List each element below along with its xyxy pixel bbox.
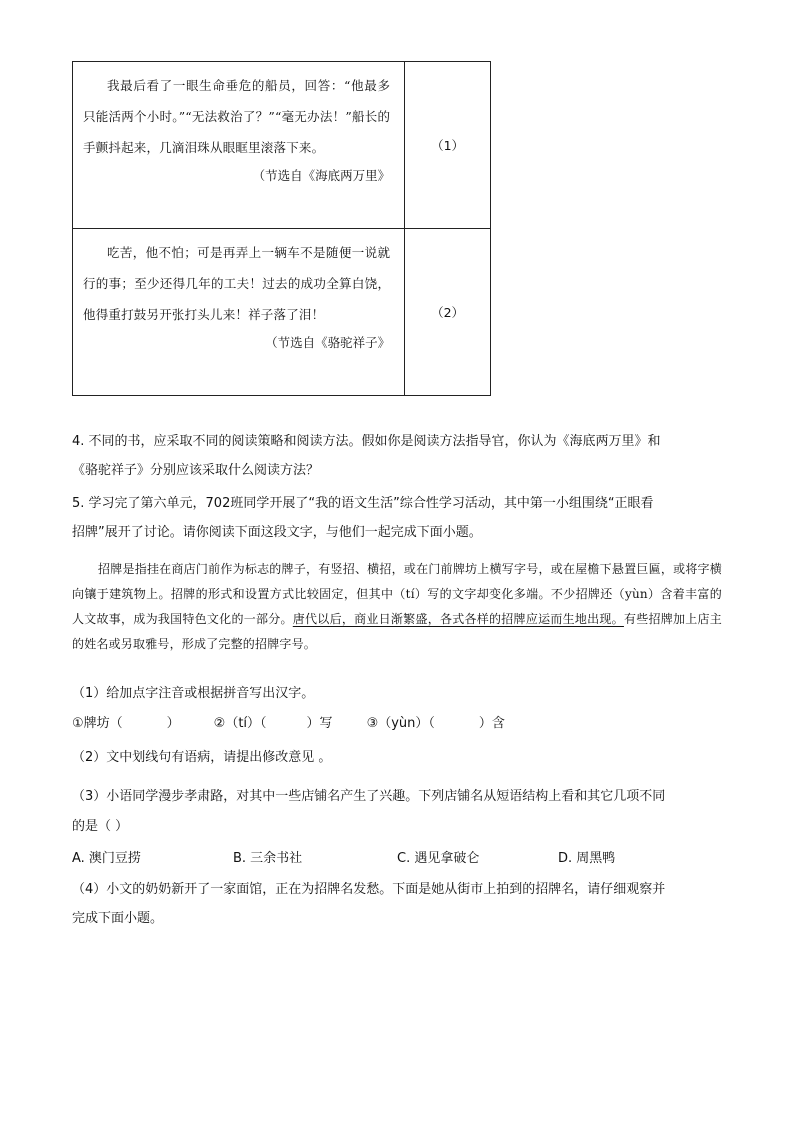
passage-cell <box>73 62 405 229</box>
passage-part: 招牌是指挂在商店门前作为标志的牌子，有竖招、横招，或在门前牌坊上横写字号，或在屋檐下悬置巨匾，或将字横向镶于建筑物上。招牌的形式和设置方式比较固定，但其中（tí）写的文字却变化多端。不少招牌还（yùn）含着丰富的人文故事，成为我国特色文化的一部分。 <box>72 562 722 626</box>
passage-text: 我最后看了一眼生命垂危的船员，回答：“他最多只能活两个小时。”“无法救治了？”“毫无办法！”船长的手颤抖起来，几滴泪珠从眼眶里滚落下来。 <box>83 78 391 155</box>
item-1-close: ） <box>166 716 180 731</box>
passage-part: 有些招牌加上店主的姓名或另取雅号，形成了完整的招牌字号。 <box>72 612 722 651</box>
sub-question-2: （2）文中划线句有语病，请提出修改意见 。 <box>72 750 332 765</box>
question-5-line2: 招牌”展开了讨论。请你阅读下面这段文字，与他们一起完成下面小题。 <box>72 525 482 540</box>
item-2-label: ②（tí）（ <box>213 716 267 731</box>
question-4-line2: 《骆驼祥子》分别应该采取什么阅读方法？ <box>72 463 320 478</box>
table-row <box>73 62 491 229</box>
signboard-passage <box>72 557 722 657</box>
answer-cell[interactable]: （2） <box>405 229 491 396</box>
question-4-line1: 4. 不同的书，应采取不同的阅读策略和阅读方法。假如你是阅读方法指导官，你认为《海底两万里》和 <box>72 434 661 449</box>
item-2-close: ）写 <box>306 716 333 731</box>
item-3-close: ）含 <box>478 716 505 731</box>
passage-cell <box>73 229 405 396</box>
passage-source: （节选自《海底两万里》 <box>252 168 391 183</box>
passage-table <box>72 61 491 396</box>
question-5-line1: 5. 学习完了第六单元，702班同学开展了“我的语文生活”综合性学习活动，其中第一小组围绕“正眼看 <box>72 496 654 511</box>
sub-question-1-items <box>72 714 505 734</box>
passage-text: 吃苦，他不怕；可是再弄上一辆车不是随便一说就行的事；至少还得几年的工夫！过去的成功全算白饶，他得重打鼓另开张打头儿来！祥子落了泪！ <box>83 245 391 322</box>
item-1-label: ①牌坊（ <box>72 716 123 731</box>
table-row <box>73 229 491 396</box>
sub-question-4-line1: （4）小文的奶奶新开了一家面馆，正在为招牌名发愁。下面是她从街市上拍到的招牌名，请仔细观察并 <box>72 882 666 897</box>
sub-question-4-line2: 完成下面小题。 <box>72 911 164 926</box>
underlined-sentence: 唐代以后，商业日渐繁盛，各式各样的招牌应运而生地出现。 <box>292 612 624 626</box>
option-d[interactable]: D. 周黑鸭 <box>558 851 616 866</box>
answer-cell[interactable]: （1） <box>405 62 491 229</box>
sub-question-1: （1）给加点字注音或根据拼音写出汉字。 <box>72 686 315 701</box>
passage-source: （节选自《骆驼祥子》 <box>265 335 391 350</box>
sub-question-3-line2: 的是（ ） <box>72 819 129 834</box>
option-c[interactable]: C. 遇见拿破仑 <box>397 851 480 866</box>
sub-question-3-line1: （3）小语同学漫步孝肃路，对其中一些店铺名产生了兴趣。下列店铺名从短语结构上看和其它几项不同 <box>72 789 666 804</box>
option-b[interactable]: B. 三余书社 <box>233 851 303 866</box>
option-a[interactable]: A. 澳门豆捞 <box>72 851 141 866</box>
item-3-label: ③（yùn）（ <box>366 716 435 731</box>
